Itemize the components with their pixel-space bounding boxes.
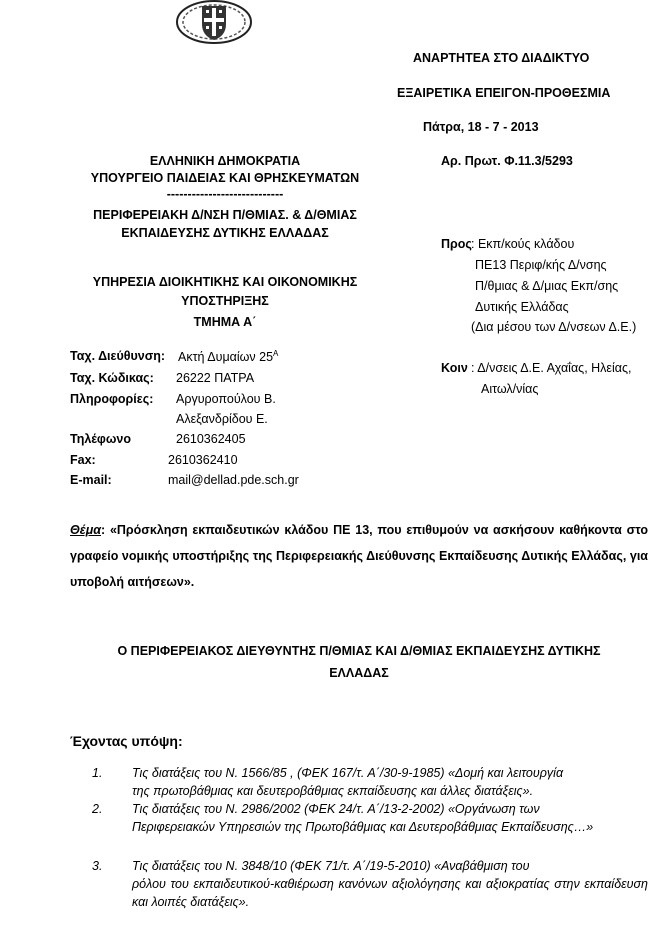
address-superscript: Α [273,349,279,358]
to-line-5: (Δια μέσου των Δ/νσεων Δ.Ε.) [471,320,637,334]
to-line-1: : Εκπ/κούς κλάδου [471,237,575,251]
republic-title: ΕΛΛΗΝΙΚΗ ΔΗΜΟΚΡΑΤΙΑ [149,154,301,168]
to-line-3: Π/θμιας & Δ/μιας Εκπ/σης [475,279,619,293]
postal-label: Ταχ. Κώδικας: [70,371,154,385]
director-line-2: ΕΛΛΑΔΑΣ [329,666,389,680]
list-item-text [132,800,648,836]
directorate-line-1: ΠΕΡΙΦΕΡΕΙΑΚΗ Δ/ΝΣΗ Π/ΘΜΙΑΣ. & Δ/ΘΜΙΑΣ [93,208,357,222]
list-item-number: 3. [92,859,103,873]
cc-line-2: Αιτωλ/νίας [481,382,539,396]
email-value: mail@dellad.pde.sch.gr [168,473,299,487]
fax-label: Fax: [70,453,96,467]
list-item-text [132,857,648,911]
list-item-number: 1. [92,766,103,780]
list-item [92,800,648,858]
protocol-number: Αρ. Πρωτ. Φ.11.3/5293 [441,154,573,168]
directorate-line-2: ΕΚΠΑΙΔΕΥΣΗΣ ΔΥΤΙΚΗΣ ΕΛΛΑΔΑΣ [121,226,329,240]
ministry-title: ΥΠΟΥΡΓΕΙΟ ΠΑΙΔΕΙΑΣ ΚΑΙ ΘΡΗΣΚΕΥΜΑΤΩΝ [90,171,360,185]
urgency-notice: ΕΞΑΙΡΕΤΙΚΑ ΕΠΕΙΓΟΝ-ΠΡΟΘΕΣΜΙΑ [397,86,611,100]
director-line-1: Ο ΠΕΡΙΦΕΡΕΙΑΚΟΣ ΔΙΕΥΘΥΝΤΗΣ Π/ΘΜΙΑΣ ΚΑΙ Δ/ΘΜΙΑΣ ΕΚΠΑΙΔΕΥΣΗΣ ΔΥΤΙΚΗΣ [117,644,601,658]
fax-value: 2610362410 [168,453,238,467]
cc-label: Κοιν [441,361,468,375]
address-text: Ακτή Δυμαίων 25 [178,350,274,365]
department-title: ΤΜΗΜΑ Α΄ [193,315,257,329]
info-value-1: Αργυροπούλου Β. [176,392,276,406]
director-heading [70,640,648,684]
list-item-text [132,764,648,800]
service-line-2: ΥΠΟΣΤΗΡΙΞΗΣ [181,294,269,308]
posting-notice: ΑΝΑΡΤΗΤΕΑ ΣΤΟ ΔΙΑΔΙΚΤΥΟ [413,51,590,65]
subject-label: Θέμα [70,523,101,537]
postal-value: 26222 ΠΑΤΡΑ [176,371,255,385]
phone-value: 2610362405 [176,432,246,446]
list-item-first-line: Τις διατάξεις του Ν. 3848/10 (ΦΕΚ 71/τ. Α΄/19-5-2010) «Αναβάθμιση του [132,859,530,873]
list-item [92,857,648,917]
cc-line-1: : Δ/νσεις Δ.Ε. Αχαΐας, Ηλείας, [471,361,632,375]
considering-heading: Έχοντας υπόψη: [70,733,183,749]
list-item-rest: ρόλου του εκπαιδευτικού-καθιέρωση κανόνων αξιολόγησης και αξιοκρατίας στην εκπαίδευση και λοιπές διατάξεις». [132,877,648,909]
list-item-first-line: Τις διατάξεις του Ν. 1566/85 , (ΦΕΚ 167/τ. Α΄/30-9-1985) «Δομή και λειτουργία [132,766,564,780]
list-item-number: 2. [92,802,103,816]
list-item-first-line: Τις διατάξεις του Ν. 2986/2002 (ΦΕΚ 24/τ. Α΄/13-2-2002) «Οργάνωση των [132,802,540,816]
subject-text: : «Πρόσκληση εκπαιδευτικών κλάδου ΠΕ 13, που επιθυμούν να ασκήσουν καθήκοντα στο γραφείο νομικής υποστήριξης της Περιφερειακής Διεύθυνσης Εκπαίδευσης Δυτικής Ελλάδας, για υποβολή αιτήσεων». [70,523,648,589]
address-label: Ταχ. Διεύθυνση: [70,349,166,363]
to-line-2: ΠΕ13 Περιφ/κής Δ/νσης [475,258,607,272]
address-value [178,349,278,364]
info-label: Πληροφορίες: [70,392,154,406]
list-item-rest: Περιφερειακών Υπηρεσιών της Πρωτοβάθμιας και Δευτεροβάθμιας Εκπαίδευσης…» [132,820,594,834]
service-line-1: ΥΠΗΡΕΣΙΑ ΔΙΟΙΚΗΤΙΚΗΣ ΚΑΙ ΟΙΚΟΝΟΜΙΚΗΣ [92,275,358,289]
document-date: Πάτρα, 18 - 7 - 2013 [423,120,539,134]
phone-label: Τηλέφωνο [70,432,132,446]
to-label: Προς [441,237,472,251]
header-separator: ---------------------------- [166,187,284,201]
subject-paragraph [70,517,648,595]
list-item [92,764,648,804]
greek-emblem-logo [175,0,253,46]
email-label: E-mail: [70,473,112,487]
to-line-4: Δυτικής Ελλάδας [475,300,569,314]
list-item-rest: της πρωτοβάθμιας και δευτεροβάθμιας εκπαίδευσης και άλλες διατάξεις». [132,784,534,798]
info-value-2: Αλεξανδρίδου Ε. [176,412,268,426]
